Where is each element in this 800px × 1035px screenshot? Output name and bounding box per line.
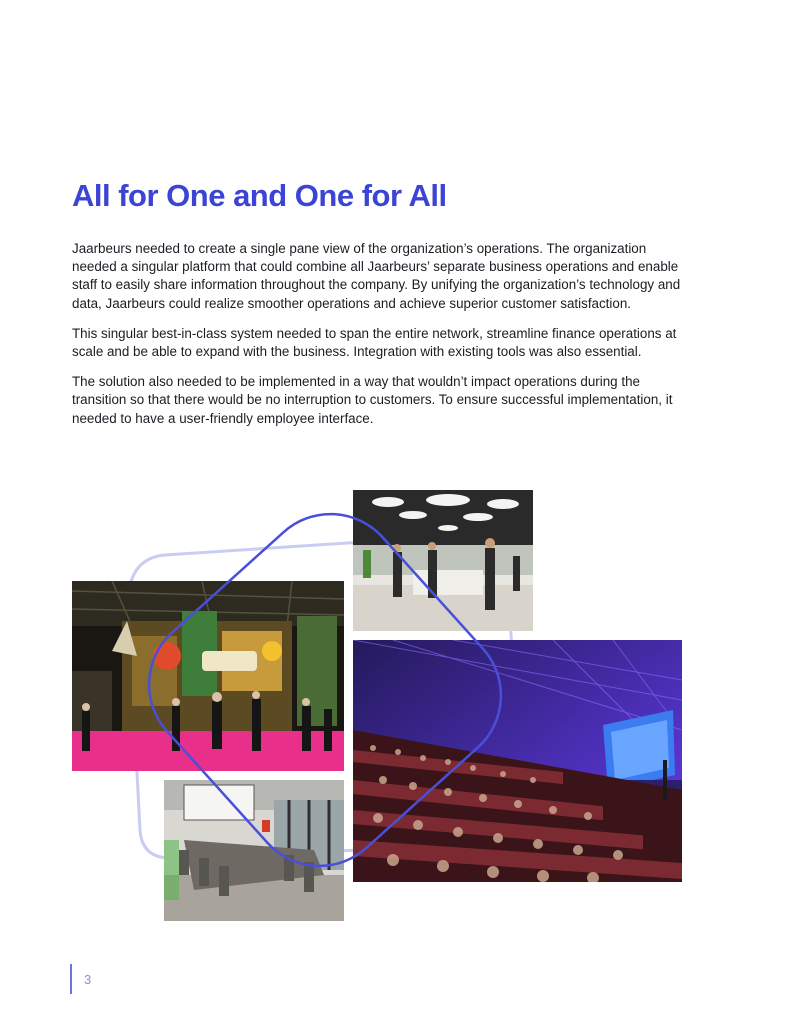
page-footer	[70, 964, 91, 994]
page-number: 3	[84, 971, 92, 987]
expo-hall-photo	[72, 581, 344, 771]
body-text	[72, 240, 692, 440]
paragraph-1: Jaarbeurs needed to create a single pane view of the organization’s operations. The organization needed a singular platform that could combine all Jaarbeurs’ separate business operations and enable staff to easily share information throughout the company. By unifying the organization’s technology and data, Jaarbeurs could realize smoother operations and achieve superior customer satisfaction.	[72, 241, 681, 311]
paragraph-3: The solution also needed to be implemented in a way that wouldn’t impact operations during the transition so that there would be no interruption to customers. To ensure successful implementation, it needed to have a user-friendly employee interface.	[72, 374, 673, 426]
paragraph-2: This singular best-in-class system needed to span the entire network, streamline finance operations at scale and be able to expand with the business. Integration with existing tools was also essential.	[72, 325, 677, 360]
conference-hall-photo	[353, 640, 682, 882]
page-title: All for One and One for All	[72, 178, 447, 213]
footer-rule	[70, 964, 72, 994]
meeting-room-photo	[164, 780, 344, 921]
lobby-photo	[353, 490, 533, 631]
